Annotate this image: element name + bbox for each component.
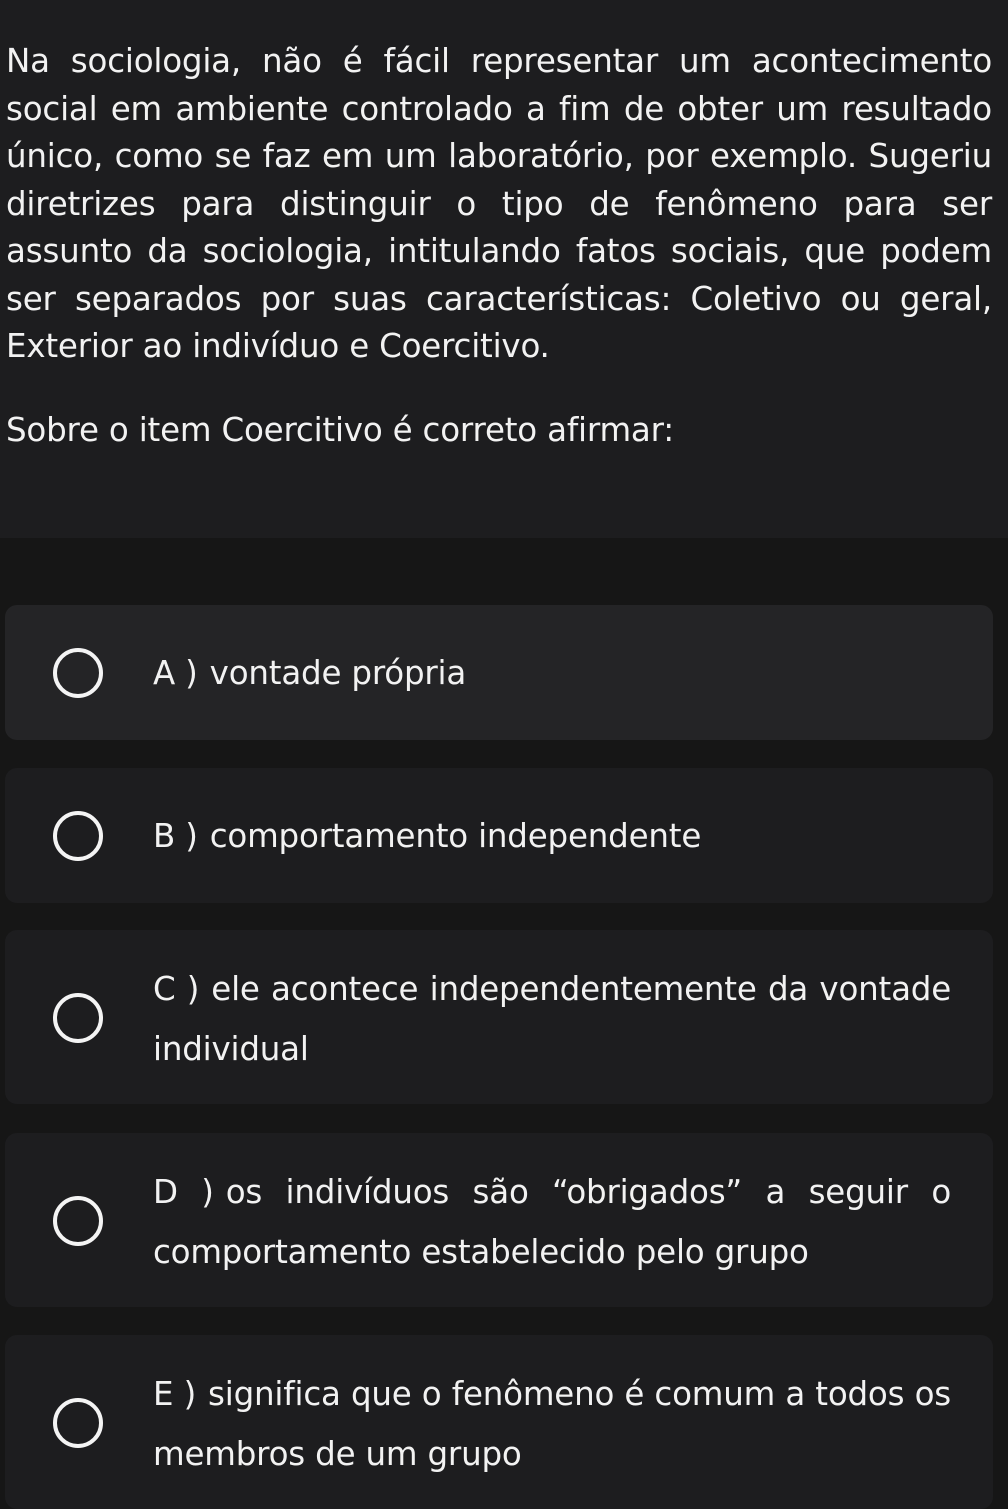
question-prompt: Sobre o item Coercitivo é correto afirmar:	[6, 411, 674, 449]
option-a-content	[153, 643, 951, 703]
radio-button-icon[interactable]	[53, 811, 103, 861]
option-e[interactable]	[5, 1335, 993, 1509]
option-c-text: ele acontece independentemente da vontade individual	[153, 970, 952, 1068]
answer-options	[0, 538, 1008, 1495]
radio-button-icon[interactable]	[53, 993, 103, 1043]
option-d-letter: D )	[153, 1173, 214, 1211]
radio-button-icon[interactable]	[53, 648, 103, 698]
option-a[interactable]	[5, 605, 993, 740]
radio-button-icon[interactable]	[53, 1196, 103, 1246]
option-a-letter: A )	[153, 654, 198, 692]
option-e-content	[153, 1364, 951, 1484]
option-a-text: vontade própria	[209, 654, 467, 692]
question-panel	[0, 0, 1008, 538]
option-c[interactable]	[5, 930, 993, 1104]
option-c-content	[153, 959, 951, 1079]
option-e-letter: E )	[153, 1375, 197, 1413]
question-stem: Na sociologia, não é fácil representar um acontecimento social em ambiente controlado a fim de obter um resultado único, como se faz em um laboratório, por exemplo. Sugeriu diretrizes para distinguir o tipo de fenômeno para ser assunto da sociologia, intitulando fatos sociais, que podem ser separados por suas características: Coletivo ou geral, Exterior ao indivíduo e Coercitivo.	[6, 42, 992, 365]
option-b[interactable]	[5, 768, 993, 903]
option-d-content	[153, 1162, 951, 1282]
option-e-text: significa que o fenômeno é comum a todos os membros de um grupo	[153, 1375, 951, 1473]
radio-button-icon[interactable]	[53, 1398, 103, 1448]
option-d[interactable]	[5, 1133, 993, 1307]
option-c-letter: C )	[153, 970, 200, 1008]
option-b-content	[153, 806, 951, 866]
option-b-letter: B )	[153, 817, 198, 855]
option-d-text: os indivíduos são “obrigados” a seguir o comportamento estabelecido pelo grupo	[153, 1173, 952, 1271]
option-b-text: comportamento independente	[209, 817, 702, 855]
